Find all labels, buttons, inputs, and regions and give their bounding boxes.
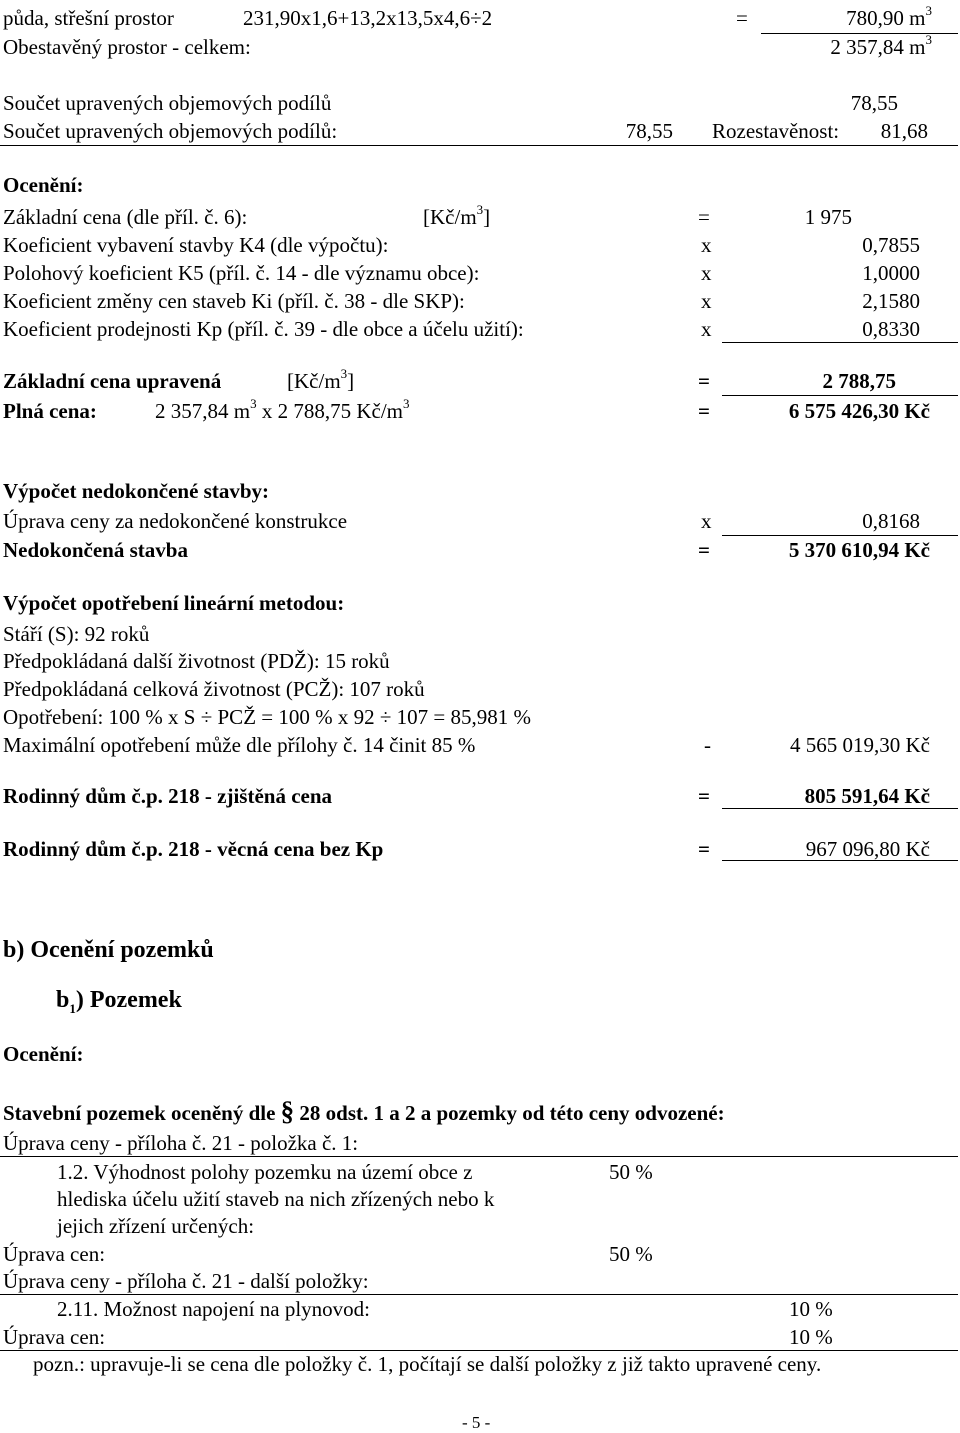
max-depreciation-value: 4 565 019,30 Kč [790, 733, 930, 757]
adjusted-price-operator: = [698, 369, 710, 393]
valuation-row-value: 2,1580 [862, 289, 920, 313]
shares-sum2-label: Součet upravených objemových podílů: [3, 119, 338, 143]
valuation-row-operator: x [701, 233, 712, 257]
cost-price-operator: = [698, 837, 710, 861]
valuation-row-value: 0,7855 [862, 233, 920, 257]
valuation-row-value: 1 975 [804, 205, 852, 229]
completion-value: 81,68 [880, 119, 928, 143]
item-1-2-line: hlediska účelu užití staveb na nich zřízených nebo k [57, 1187, 495, 1211]
max-depreciation-operator: - [704, 733, 711, 757]
divider [0, 145, 958, 146]
building-land-heading: Stavební pozemek oceněný dle § 28 odst. 1 a 2 a pozemky od této ceny odvozené: [3, 1096, 725, 1126]
divider [722, 808, 958, 809]
attic-operator: = [736, 6, 748, 30]
item-1-2-line: 1.2. Výhodnost polohy pozemku na území obce z [57, 1160, 473, 1184]
item-1-2-line: jejich zřízení určených: [57, 1214, 255, 1238]
unfinished-adjustment-value: 0,8168 [862, 509, 920, 533]
total-volume-label: Obestavěný prostor - celkem: [3, 35, 251, 59]
valuation-row-operator: x [701, 261, 712, 285]
shares-sum-label: Součet upravených objemových podílů [3, 91, 332, 115]
adjustment-1-label: Úprava ceny - příloha č. 21 - položka č. 1: [3, 1131, 359, 1155]
cost-price-label: Rodinný dům č.p. 218 - věcná cena bez Kp [3, 837, 384, 861]
valuation-unit: $[Kč/m^3]$ [423, 202, 491, 229]
full-price-value: 6 575 426,30 Kč [788, 399, 930, 423]
item-1-2-value: 50 % [609, 1160, 653, 1184]
unfinished-adjustment-operator: x [701, 509, 712, 533]
found-price-operator: = [698, 784, 710, 808]
valuation-row-label: Polohový koeficient K5 (příl. č. 14 - dle významu obce): [3, 261, 480, 285]
completion-label: Rozestavěnost: [712, 119, 840, 143]
divider [722, 860, 958, 861]
adjusted-price-value: 2 788,75 [822, 369, 896, 393]
adjustment-2-total-label: Úprava cen: [3, 1325, 106, 1349]
adjustment-1-total-value: 50 % [609, 1242, 653, 1266]
adjustment-2-total-value: 10 % [789, 1325, 833, 1349]
divider [722, 342, 958, 343]
land-valuation-heading: Ocenění: [3, 1042, 84, 1066]
valuation-row-operator: x [701, 317, 712, 341]
valuation-row-operator: x [701, 289, 712, 313]
page-number: - 5 - [462, 1413, 491, 1432]
max-depreciation-label: Maximální opotřebení může dle přílohy č. 14 činit 85 % [3, 733, 476, 757]
full-price-operator: = [698, 399, 710, 423]
unfinished-adjustment-label: Úprava ceny za nedokončené konstrukce [3, 509, 348, 533]
adjustment-2-label: Úprava ceny - příloha č. 21 - další položky: [3, 1269, 369, 1293]
valuation-row-label: Základní cena (dle příl. č. 6): [3, 205, 248, 229]
land-note: pozn.: upravuje-li se cena dle položky č. 1, počítají se další položky z již takto upravené ceny. [33, 1352, 822, 1376]
divider [0, 1294, 958, 1295]
land-section-title: b) Ocenění pozemků [3, 937, 214, 963]
valuation-row-value: 0,8330 [862, 317, 920, 341]
divider [722, 535, 958, 536]
unfinished-result-value: 5 370 610,94 Kč [788, 538, 930, 562]
item-2-11-label: 2.11. Možnost napojení na plynovod: [57, 1297, 371, 1321]
paragraph-sign: § [280, 1096, 295, 1126]
valuation-row-value: 1,0000 [862, 261, 920, 285]
attic-value: 780,90 $m^3$ [846, 3, 932, 30]
depreciation-heading: Výpočet opotřebení lineární metodou: [3, 591, 345, 615]
cost-price-value: 967 096,80 Kč [805, 837, 930, 861]
unfinished-result-operator: = [698, 538, 710, 562]
valuation-heading: Ocenění: [3, 173, 84, 197]
depreciation-line: Opotřebení: 100 % x S ÷ PCŽ = 100 % x 92 ÷ 107 = 85,981 % [3, 705, 531, 729]
total-volume-value: 2 357,84 $m^3$ [830, 32, 932, 59]
divider [722, 395, 958, 396]
full-price-formula: 2 357,84 $m^3$ x 2 788,75 $Kč/m^3$ [155, 396, 410, 423]
item-2-11-value: 10 % [789, 1297, 833, 1321]
attic-label: půda, střešní prostor [3, 6, 174, 30]
unfinished-result-label: Nedokončená stavba [3, 538, 188, 562]
unfinished-heading: Výpočet nedokončené stavby: [3, 479, 269, 503]
full-price-label: Plná cena: [3, 399, 97, 423]
depreciation-line: Stáří (S): 92 roků [3, 622, 150, 646]
depreciation-line: Předpokládaná celková životnost (PCŽ): 107 roků [3, 677, 425, 701]
found-price-value: 805 591,64 Kč [804, 784, 930, 808]
valuation-row-label: Koeficient změny cen staveb Ki (příl. č. 38 - dle SKP): [3, 289, 465, 313]
adjusted-price-label: Základní cena upravená [3, 369, 222, 393]
found-price-label: Rodinný dům č.p. 218 - zjištěná cena [3, 784, 333, 808]
adjusted-price-unit: $[Kč/m^3]$ [287, 366, 355, 393]
shares-sum2-value: 78,55 [625, 119, 673, 143]
depreciation-line: Předpokládaná další životnost (PDŽ): 15 roků [3, 649, 390, 673]
adjustment-1-total-label: Úprava cen: [3, 1242, 106, 1266]
land-subsection-title: $b_1$) Pozemek [56, 987, 182, 1016]
divider [0, 1156, 958, 1157]
shares-sum-value: 78,55 [850, 91, 898, 115]
valuation-row-label: Koeficient prodejnosti Kp (příl. č. 39 - dle obce a účelu užití): [3, 317, 524, 341]
valuation-row-label: Koeficient vybavení stavby K4 (dle výpočtu): [3, 233, 389, 257]
valuation-row-operator: = [698, 205, 710, 229]
attic-formula: 231,90x1,6+13,2x13,5x4,6÷2 [243, 6, 493, 30]
